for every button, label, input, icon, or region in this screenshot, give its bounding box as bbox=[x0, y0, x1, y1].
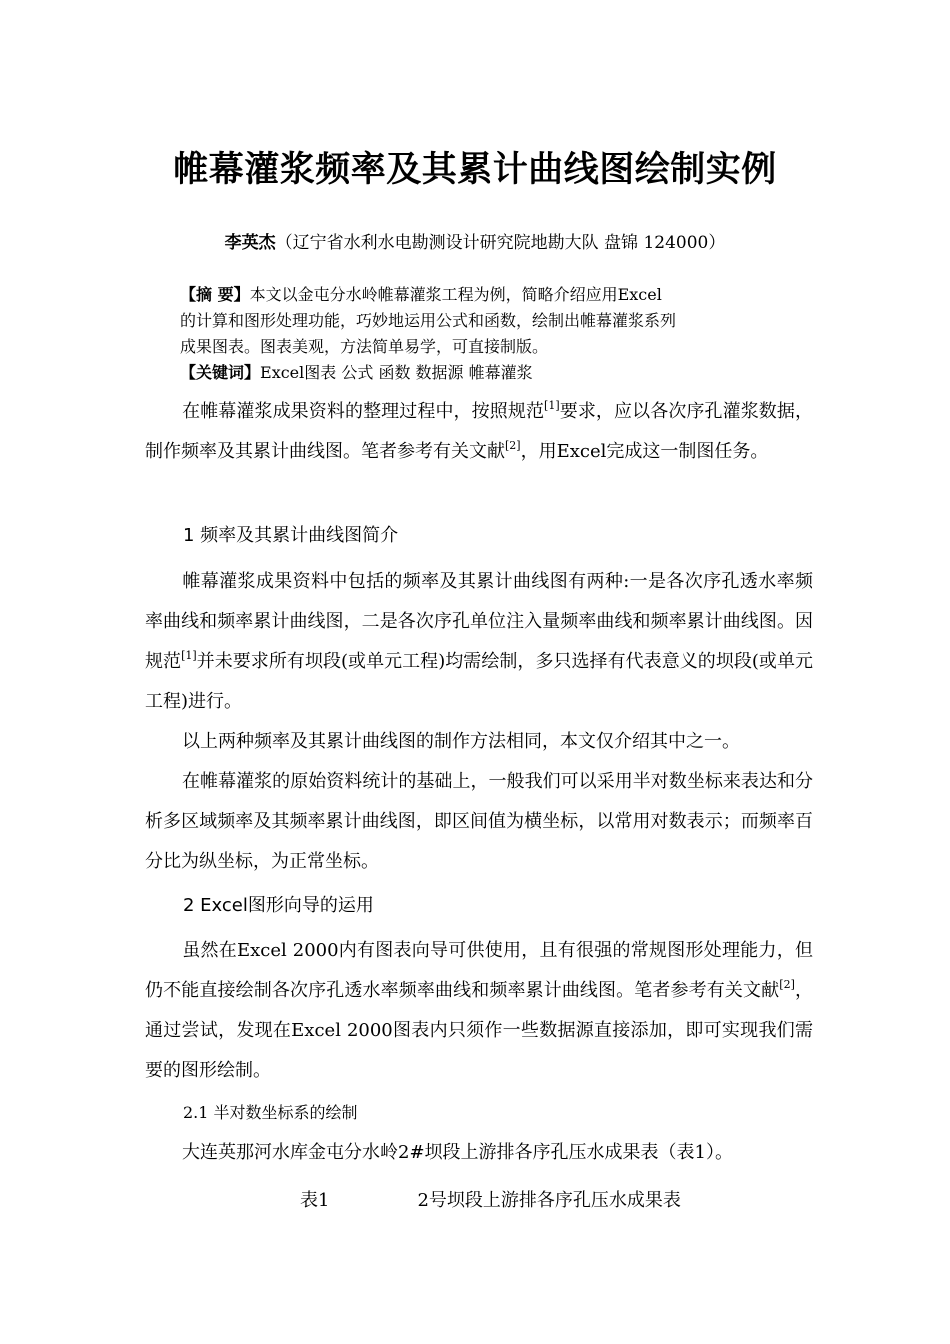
abstract-line-3: 成果图表。图表美观，方法简单易学，可直接制版。 bbox=[180, 337, 549, 356]
reference-1: [1] bbox=[181, 649, 197, 662]
section-1-heading: 1 频率及其累计曲线图简介 bbox=[183, 525, 399, 546]
table-label: 表1 bbox=[300, 1190, 330, 1211]
table-title: 2号坝段上游排各序孔压水成果表 bbox=[417, 1190, 681, 1211]
section-2-paragraph-2: 大连英那河水库金屯分水岭2#坝段上游排各序孔压水成果表（表1）。 bbox=[182, 1142, 733, 1163]
reference-2: [2] bbox=[779, 978, 795, 991]
reference-2: [2] bbox=[505, 439, 521, 452]
abstract-line-2: 的计算和图形处理功能，巧妙地运用公式和函数，绘制出帷幕灌浆系列 bbox=[180, 311, 677, 330]
author-name: 李英杰 bbox=[224, 233, 276, 253]
subsection-2-1-heading: 2.1 半对数坐标系的绘制 bbox=[183, 1103, 358, 1122]
section-1-paragraph-3: 在帷幕灌浆的原始资料统计的基础上，一般我们可以采用半对数坐标来表达和分析多区域频率及其频率累计曲线图，即区间值为横坐标，以常用对数表示；而频率百分比为纵坐标，为正常坐标。 bbox=[145, 771, 813, 872]
reference-1: [1] bbox=[544, 399, 560, 412]
author-line bbox=[0, 230, 950, 256]
section-1-paragraph-1: 帷幕灌浆成果资料中包括的频率及其累计曲线图有两种:一是各次序孔透水率频率曲线和频率累计曲线图，二是各次序孔单位注入量频率曲线和频率累计曲线图。因规范[1]并未要求所有坝段(或单元工程)均需绘制，多只选择有代表意义的坝段(或单元工程)进行。 bbox=[145, 571, 813, 712]
author-affiliation: （辽宁省水利水电勘测设计研究院地勘大队 盘锦 124000） bbox=[275, 233, 726, 253]
section-2-heading: 2 Excel图形向导的运用 bbox=[183, 895, 374, 916]
abstract-line-1: 【摘 要】本文以金屯分水岭帷幕灌浆工程为例，简略介绍应用Excel bbox=[180, 285, 662, 304]
section-2-paragraph-1: 虽然在Excel 2000内有图表向导可供使用，且有很强的常规图形处理能力，但仍不能直接绘制各次序孔透水率频率曲线和频率累计曲线图。笔者参考有关文献[2]，通过尝试，发现在Excel 2000图表内只须作一些数据源直接添加，即可实现我们需要的图形绘制。 bbox=[145, 940, 813, 1081]
keywords-label: 【关键词】 bbox=[180, 363, 261, 382]
keywords-text: Excel图表 公式 函数 数据源 帷幕灌浆 bbox=[260, 363, 533, 382]
section-1-paragraph-2: 以上两种频率及其累计曲线图的制作方法相同，本文仅介绍其中之一。 bbox=[182, 731, 740, 752]
keywords-line bbox=[180, 360, 780, 386]
intro-paragraph: 在帷幕灌浆成果资料的整理过程中，按照规范[1]要求，应以各次序孔灌浆数据，制作频率及其累计曲线图。笔者参考有关文献[2]，用Excel完成这一制图任务。 bbox=[145, 399, 814, 462]
abstract-label: 【摘 要】 bbox=[180, 285, 250, 304]
table-caption bbox=[300, 1186, 681, 1216]
abstract bbox=[180, 282, 780, 386]
paper-title: 帷幕灌浆频率及其累计曲线图绘制实例 bbox=[173, 150, 777, 190]
